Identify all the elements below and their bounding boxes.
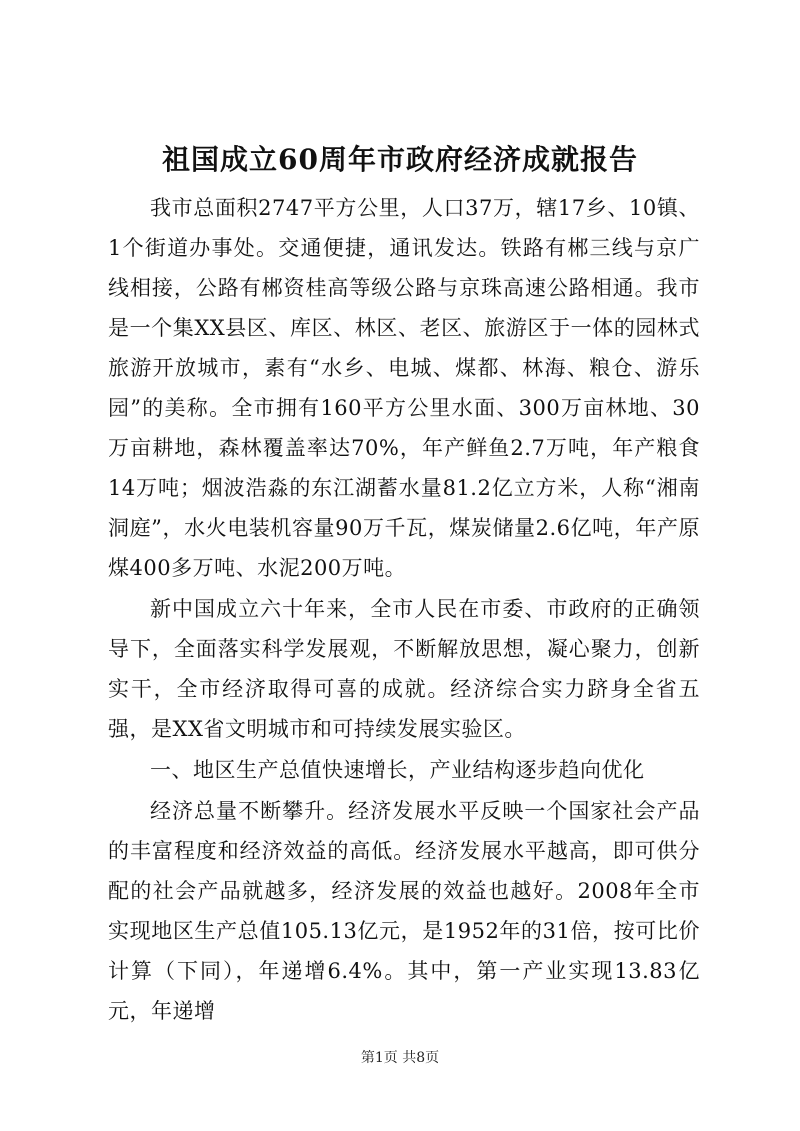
section-heading: 一、地区生产总值快速增长，产业结构逐步趋向优化 — [150, 758, 645, 782]
section-paragraph: 经济总量不断攀升。经济发展水平反映一个国家社会产品的丰富程度和经济效益的高低。经济发展水平越高，即可供分配的社会产品就越多，经济发展的效益也越好。2008年全市实现地区生产总值105.13亿元，是1952年的31倍，按可比价计算（下同），年递增6.4%。其中，第一产业实现13.83亿元，年递增 — [108, 799, 700, 1023]
document-title: 祖国成立60周年市政府经济成就报告 — [162, 143, 638, 176]
intro-paragraph: 我市总面积2747平方公里，人口37万，辖17乡、10镇、1个街道办事处。交通便捷，通讯发达。铁路有郴三线与京广线相接，公路有郴资桂高等级公路与京珠高速公路相通。我市是一个集XX县区、库区、林区、老区、旅游区于一体的园林式旅游开放城市，素有“水乡、电城、煤都、林海、粮仓、游乐园”的美称。全市拥有160平方公里水面、300万亩林地、30万亩耕地，森林覆盖率达70%，年产鲜鱼2.7万吨，年产粮食14万吨；烟波浩淼的东江湖蓄水量81.2亿立方米，人称“湘南洞庭”，水火电装机容量90万千瓦，煤炭储量2.6亿吨，年产原煤400多万吨、水泥200万吨。 — [108, 196, 700, 580]
achievement-paragraph: 新中国成立六十年来，全市人民在市委、市政府的正确领导下，全面落实科学发展观，不断解放思想，凝心聚力，创新实干，全市经济取得可喜的成就。经济综合实力跻身全省五强，是XX省文明城市和可持续发展实验区。 — [108, 597, 700, 741]
page-footer: 第1页 共8页 — [360, 1050, 440, 1066]
document-body — [108, 188, 700, 1032]
